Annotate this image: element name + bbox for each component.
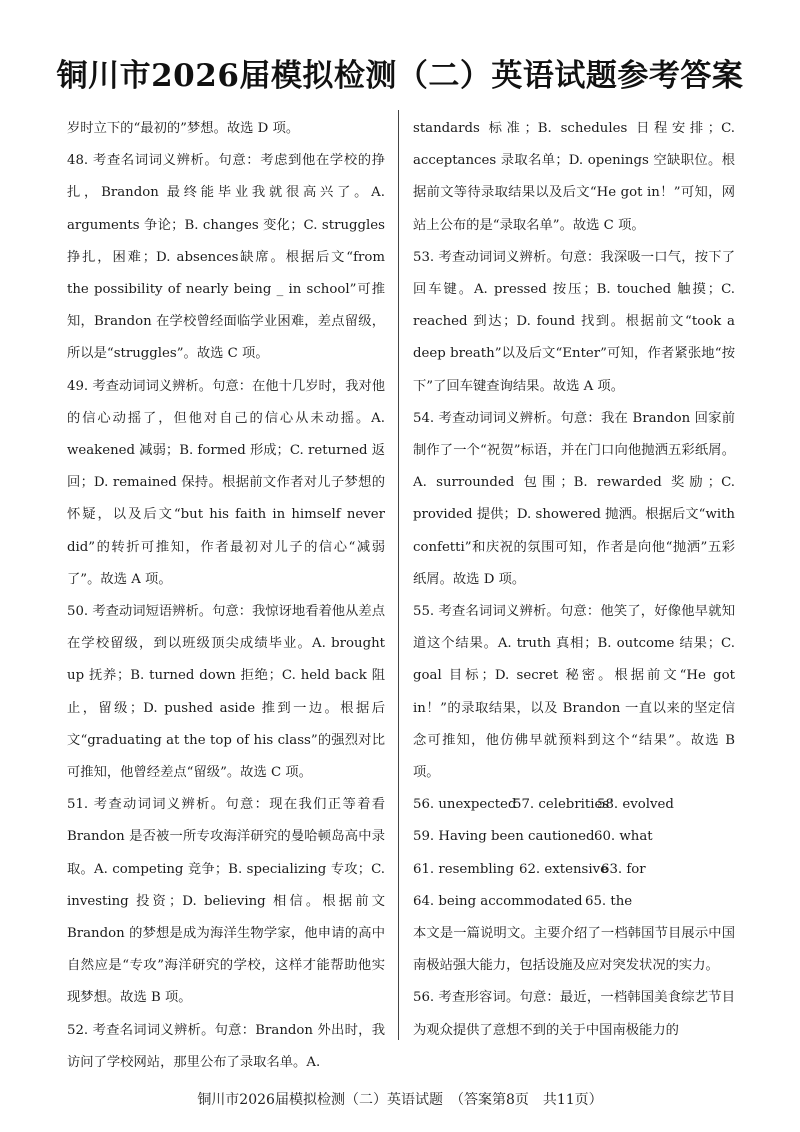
answer-row [413, 886, 735, 918]
answer-60: 60. what [594, 829, 653, 845]
answer-row [413, 854, 735, 886]
answer-58: 58. evolved [597, 797, 674, 813]
paragraph-54: 54. 考查动词词义辨析。句意：我在 Brandon 回家前制作了一个“祝贺”标语，并在门口向他抛洒五彩纸屑。A. surrounded 包围；B. rewarded 奖励；C. provided 提供；D. showered 抛洒。根据后文“with confetti”和庆祝的氛围可知，作者是向他“抛洒”五彩纸屑。故选 D 项。 [413, 410, 735, 587]
paragraph-53: 53. 考查动词词义辨析。句意：我深吸一口气，按下了回车键。A. pressed 按压；B. touched 触摸；C. reached 到达；D. found 找到。根据前文“took a deep breath”以及后文“Enter”可知，作者紧张地“按下”了回车键查询结果。故选 A 项。 [413, 249, 735, 394]
answer-63: 63. for [601, 861, 646, 877]
right-column [413, 113, 735, 1047]
left-column [67, 113, 385, 1079]
paragraph-52-end: standards 标准；B. schedules 日程安排；C. acceptances 录取名单；D. openings 空缺职位。根据前文等待录取结果以及后文“He got in！”可知，网站上公布的是“录取名单”。故选 C 项。 [413, 121, 735, 233]
answer-61: 61. resembling [413, 861, 514, 877]
paragraph-56-start: 56. 考查形容词。句意：最近，一档韩国美食综艺节目为观众提供了意想不到的关于中国南极能力的 [413, 990, 735, 1038]
answer-59: 59. Having been cautioned [413, 829, 595, 845]
answer-row [413, 821, 735, 853]
passage-summary: 本文是一篇说明文。主要介绍了一档韩国节目展示中国南极站强大能力，包括设施及应对突发状况的实力。 [413, 926, 735, 974]
paragraph-49: 49. 考查动词词义辨析。句意：在他十几岁时，我对他的信心动摇了，但他对自己的信心从未动摇。A. weakened 减弱；B. formed 形成；C. returned 返回；D. remained 保持。根据前文作者对儿子梦想的怀疑，以及后文“but his faith in himself never did”的转折可推知，作者最初对儿子的信心“减弱了”。故选 A 项。 [67, 378, 385, 587]
answer-65: 65. the [585, 893, 633, 909]
paragraph-50: 50. 考查动词短语辨析。句意：我惊讶地看着他从差点在学校留级，到以班级顶尖成绩毕业。A. brought up 抚养；B. turned down 拒绝；C. held back 阻止，留级；D. pushed aside 推到一边。根据后文“graduating at the top of his class”的强烈对比可推知，他曾经差点“留级”。故选 C 项。 [67, 604, 385, 781]
answer-62: 62. extensive [519, 861, 608, 877]
page-title: 铜川市2026届模拟检测（二）英语试题参考答案 [56, 58, 744, 94]
answer-57: 57. celebrities’ [513, 797, 614, 813]
answer-row [413, 789, 735, 821]
paragraph-55: 55. 考查名词词义辨析。句意：他笑了，好像他早就知道这个结果。A. truth 真相；B. outcome 结果；C. goal 目标；D. secret 秘密。根据前文“He got in！”的录取结果，以及 Brandon 一直以来的坚定信念可推知，他仿佛早就预料到这个“结果”。故选 B 项。 [413, 604, 735, 781]
paragraph-47-end: 岁时立下的“最初的”梦想。故选 D 项。 [67, 121, 300, 136]
paragraph-52-start: 52. 考查名词词义辨析。句意：Brandon 外出时，我访问了学校网站，那里公布了录取名单。A. [67, 1022, 385, 1070]
column-divider [398, 110, 399, 1040]
page-footer: 铜川市2026届模拟检测（二）英语试题 （答案第8页 共11页） [197, 1092, 603, 1108]
paragraph-51: 51. 考查动词词义辨析。句意：现在我们正等着看 Brandon 是否被一所专攻海洋研究的曼哈顿岛高中录取。A. competing 竞争；B. specializing 专攻；C. investing 投资；D. believing 相信。根据前文 Brandon 的梦想是成为海洋生物学家，他申请的高中自然应是“专攻”海洋研究的学校，这样才能帮助他实现梦想。故选 B 项。 [67, 797, 385, 1006]
answer-64: 64. being accommodated [413, 893, 583, 909]
answer-56: 56. unexpected [413, 797, 517, 813]
paragraph-48: 48. 考查名词词义辨析。句意：考虑到他在学校的挣扎，Brandon 最终能毕业我就很高兴了。A. arguments 争论；B. changes 变化；C. struggles 挣扎，困难；D. absences缺席。根据后文“from the possibility of nearly being _ in school”可推知，Brandon 在学校曾经面临学业困难，差点留级，所以是“struggles”。故选 C 项。 [67, 153, 385, 362]
